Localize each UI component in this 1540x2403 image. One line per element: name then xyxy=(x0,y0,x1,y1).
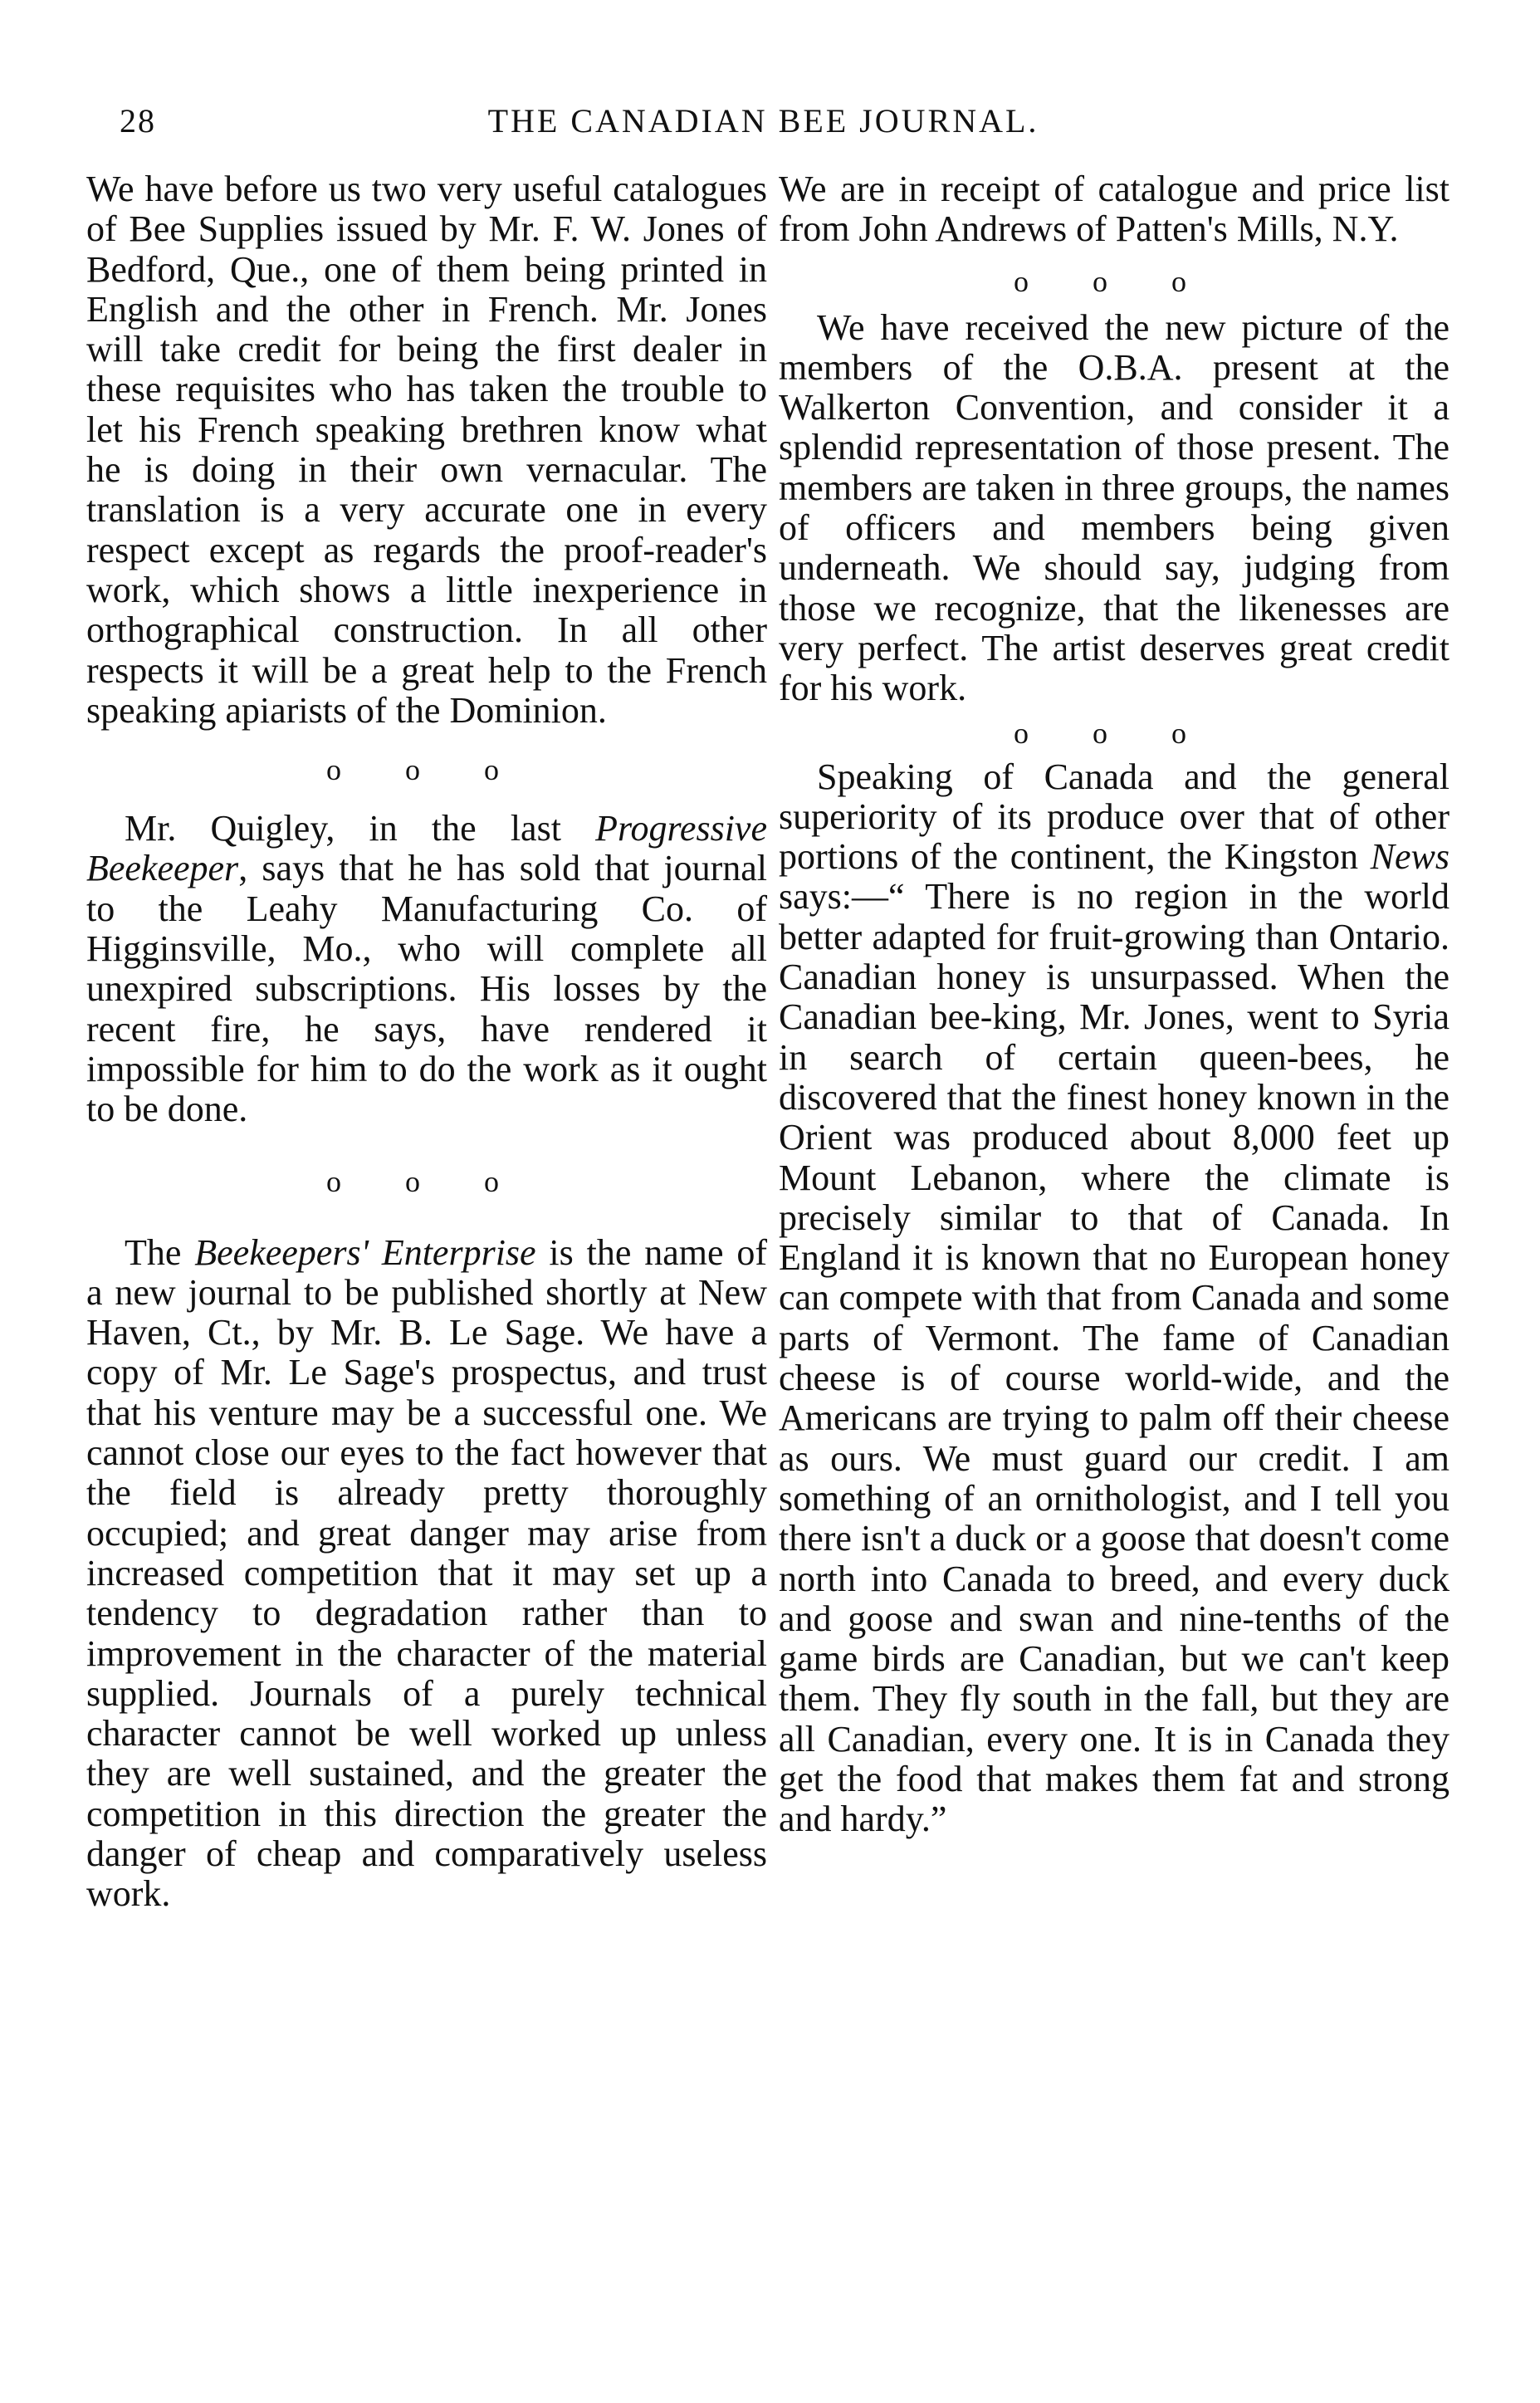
section-separator: o o o xyxy=(326,1164,527,1198)
publication-title: Progressive Beekeeper xyxy=(86,808,767,889)
article-text: says:—“ There is no region in the world better adapted for fruit-growing than Ontario. Canadian honey is unsurpassed. When the Canadian bee-king, Mr. Jones, went to Syria in search of certain queen-bees, he discovered that the finest honey known in the Orient was produced about 8,000 feet up Mount Lebanon, where the climate is precisely similar to that of Canada. In England it is known that no European honey can compete with that from Canada and some parts of Vermont. The fame of Canadian cheese is of course world-wide, and the Americans are trying to palm off their cheese as ours. We must guard our credit. I am something of an ornithologist, and I tell you there isn't a duck or a goose that doesn't come north into Canada to breed, and every duck and goose and swan and nine-tenths of the game birds are Canadian, but we can't keep them. They fly south in the fall, but they are all Canadian, every one. It is in Canada they get the food that makes them fat and strong and hardy.” xyxy=(779,876,1450,1840)
publication-title: Beekeepers' Enterprise xyxy=(194,1231,536,1273)
right-column xyxy=(779,169,1450,1840)
publication-title: News xyxy=(1370,836,1450,878)
article-beekeepers-enterprise xyxy=(86,1233,767,1915)
left-column xyxy=(86,169,767,1915)
section-separator: o o o xyxy=(326,753,527,787)
article-text: , says that he has sold that journal to the Leahy Manufacturing Co. of Higginsville, Mo., who will complete all unexpired subscriptions. His losses by the recent fire, he says, have rendered it impossible for him to do the work as it ought to be done. xyxy=(86,848,767,1130)
section-separator: o o o xyxy=(1014,716,1215,750)
page-header xyxy=(86,101,1440,148)
article-text: Mr. Quigley, in the last xyxy=(125,808,596,849)
article-text: Speaking of Canada and the general superiority of its produce over that of other portions of the continent, the Kingston xyxy=(779,756,1450,878)
article-quigley xyxy=(86,809,767,1129)
page-number: 28 xyxy=(120,102,156,139)
article-oba-picture: We have received the new picture of the members of the O.B.A. present at the Walkerton Convention, and consider it a splendid representation of those present. The members are taken in three groups, the names of officers and members being given underneath. We should say, judging from those we recognize, that the likenesses are very perfect. The artist deserves great credit for his work. xyxy=(779,306,1450,709)
article-andrews-catalogue: We are in receipt of catalogue and price list from John Andrews of Patten's Mills, N.Y. xyxy=(779,169,1450,250)
running-title: THE CANADIAN BEE JOURNAL. xyxy=(487,102,1039,139)
article-text: The xyxy=(125,1231,195,1273)
article-kingston-news xyxy=(779,757,1450,1840)
section-separator: o o o xyxy=(1014,264,1215,298)
article-jones-catalogues: We have before us two very useful catalogues of Bee Supplies issued by Mr. F. W. Jones of Bedford, Que., one of them being printed in English and the other in French. Mr. Jones will take credit for being the first dealer in these requisites who has taken the trouble to let his French speaking brethren know what he is doing in their own vernacular. The translation is a very accurate one in every respect except as regards the proof-reader's work, which shows a little inexperience in orthographical construction. In all other respects it will be a great help to the French speaking apiarists of the Dominion. xyxy=(86,169,767,731)
article-text: is the name of a new journal to be published shortly at New Haven, Ct., by Mr. B. Le Sage. We have a copy of Mr. Le Sage's prospectus, and trust that his venture may be a successful one. We cannot close our eyes to the fact however that the field is already pretty thoroughly occupied; and great danger may arise from increased competition that it may set up a tendency to degradation rather than to improvement in the character of the material supplied. Journals of a purely technical character cannot be well worked up unless they are well sustained, and the greater the competition in this direction the greater the danger of cheap and comparatively useless work. xyxy=(86,1231,768,1915)
